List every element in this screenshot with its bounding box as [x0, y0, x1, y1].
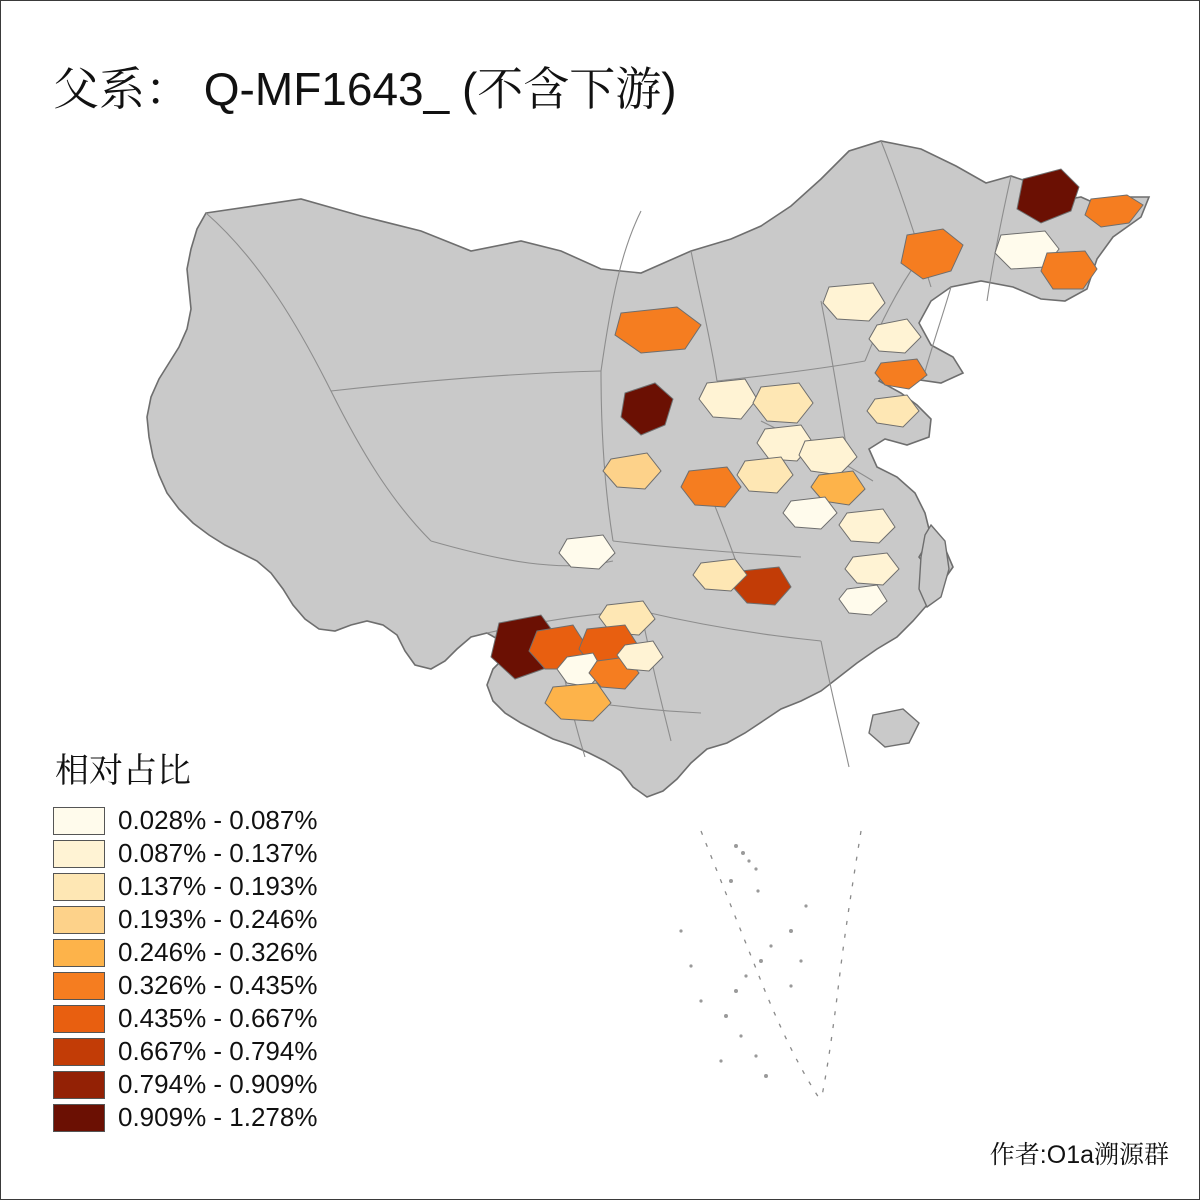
hainan-outline: [869, 709, 919, 747]
legend-item: [53, 903, 383, 936]
legend-item: [53, 969, 383, 1002]
legend-label: 0.246% - 0.326%: [118, 937, 318, 967]
legend-item: [53, 936, 383, 969]
legend-title: 相对占比: [55, 752, 191, 790]
legend-swatch: [53, 1038, 105, 1066]
legend-swatch: [53, 972, 105, 1000]
legend-label: 0.909% - 1.278%: [118, 1102, 318, 1132]
legend-swatch: [53, 939, 105, 967]
legend-item: [53, 837, 383, 870]
author-credit: 作者:O1a溯源群: [989, 1141, 1169, 1169]
legend-item: [53, 1068, 383, 1101]
legend-swatch: [53, 1071, 105, 1099]
legend-label: 0.028% - 0.087%: [118, 805, 318, 835]
legend-swatch: [53, 840, 105, 868]
legend-label: 0.326% - 0.435%: [118, 970, 318, 1000]
legend-label: 0.087% - 0.137%: [118, 838, 318, 868]
legend-item: [53, 870, 383, 903]
legend-swatch: [53, 1104, 105, 1132]
legend-label: 0.667% - 0.794%: [118, 1036, 318, 1066]
legend-swatch: [53, 873, 105, 901]
legend-item: [53, 1101, 383, 1134]
island-dots: [679, 844, 807, 1078]
legend-label: 0.435% - 0.667%: [118, 1003, 318, 1033]
legend-item: [53, 1002, 383, 1035]
legend: [53, 743, 383, 1134]
legend-swatch: [53, 807, 105, 835]
page-title: 父系： Q-MF1643_ (不含下游): [53, 63, 677, 115]
legend-item: [53, 804, 383, 837]
legend-label: 0.137% - 0.193%: [118, 871, 318, 901]
legend-label: 0.193% - 0.246%: [118, 904, 318, 934]
legend-swatch: [53, 1005, 105, 1033]
legend-item: [53, 1035, 383, 1068]
south-sea-islands: [701, 831, 861, 1101]
legend-swatch: [53, 906, 105, 934]
legend-label: 0.794% - 0.909%: [118, 1069, 318, 1099]
